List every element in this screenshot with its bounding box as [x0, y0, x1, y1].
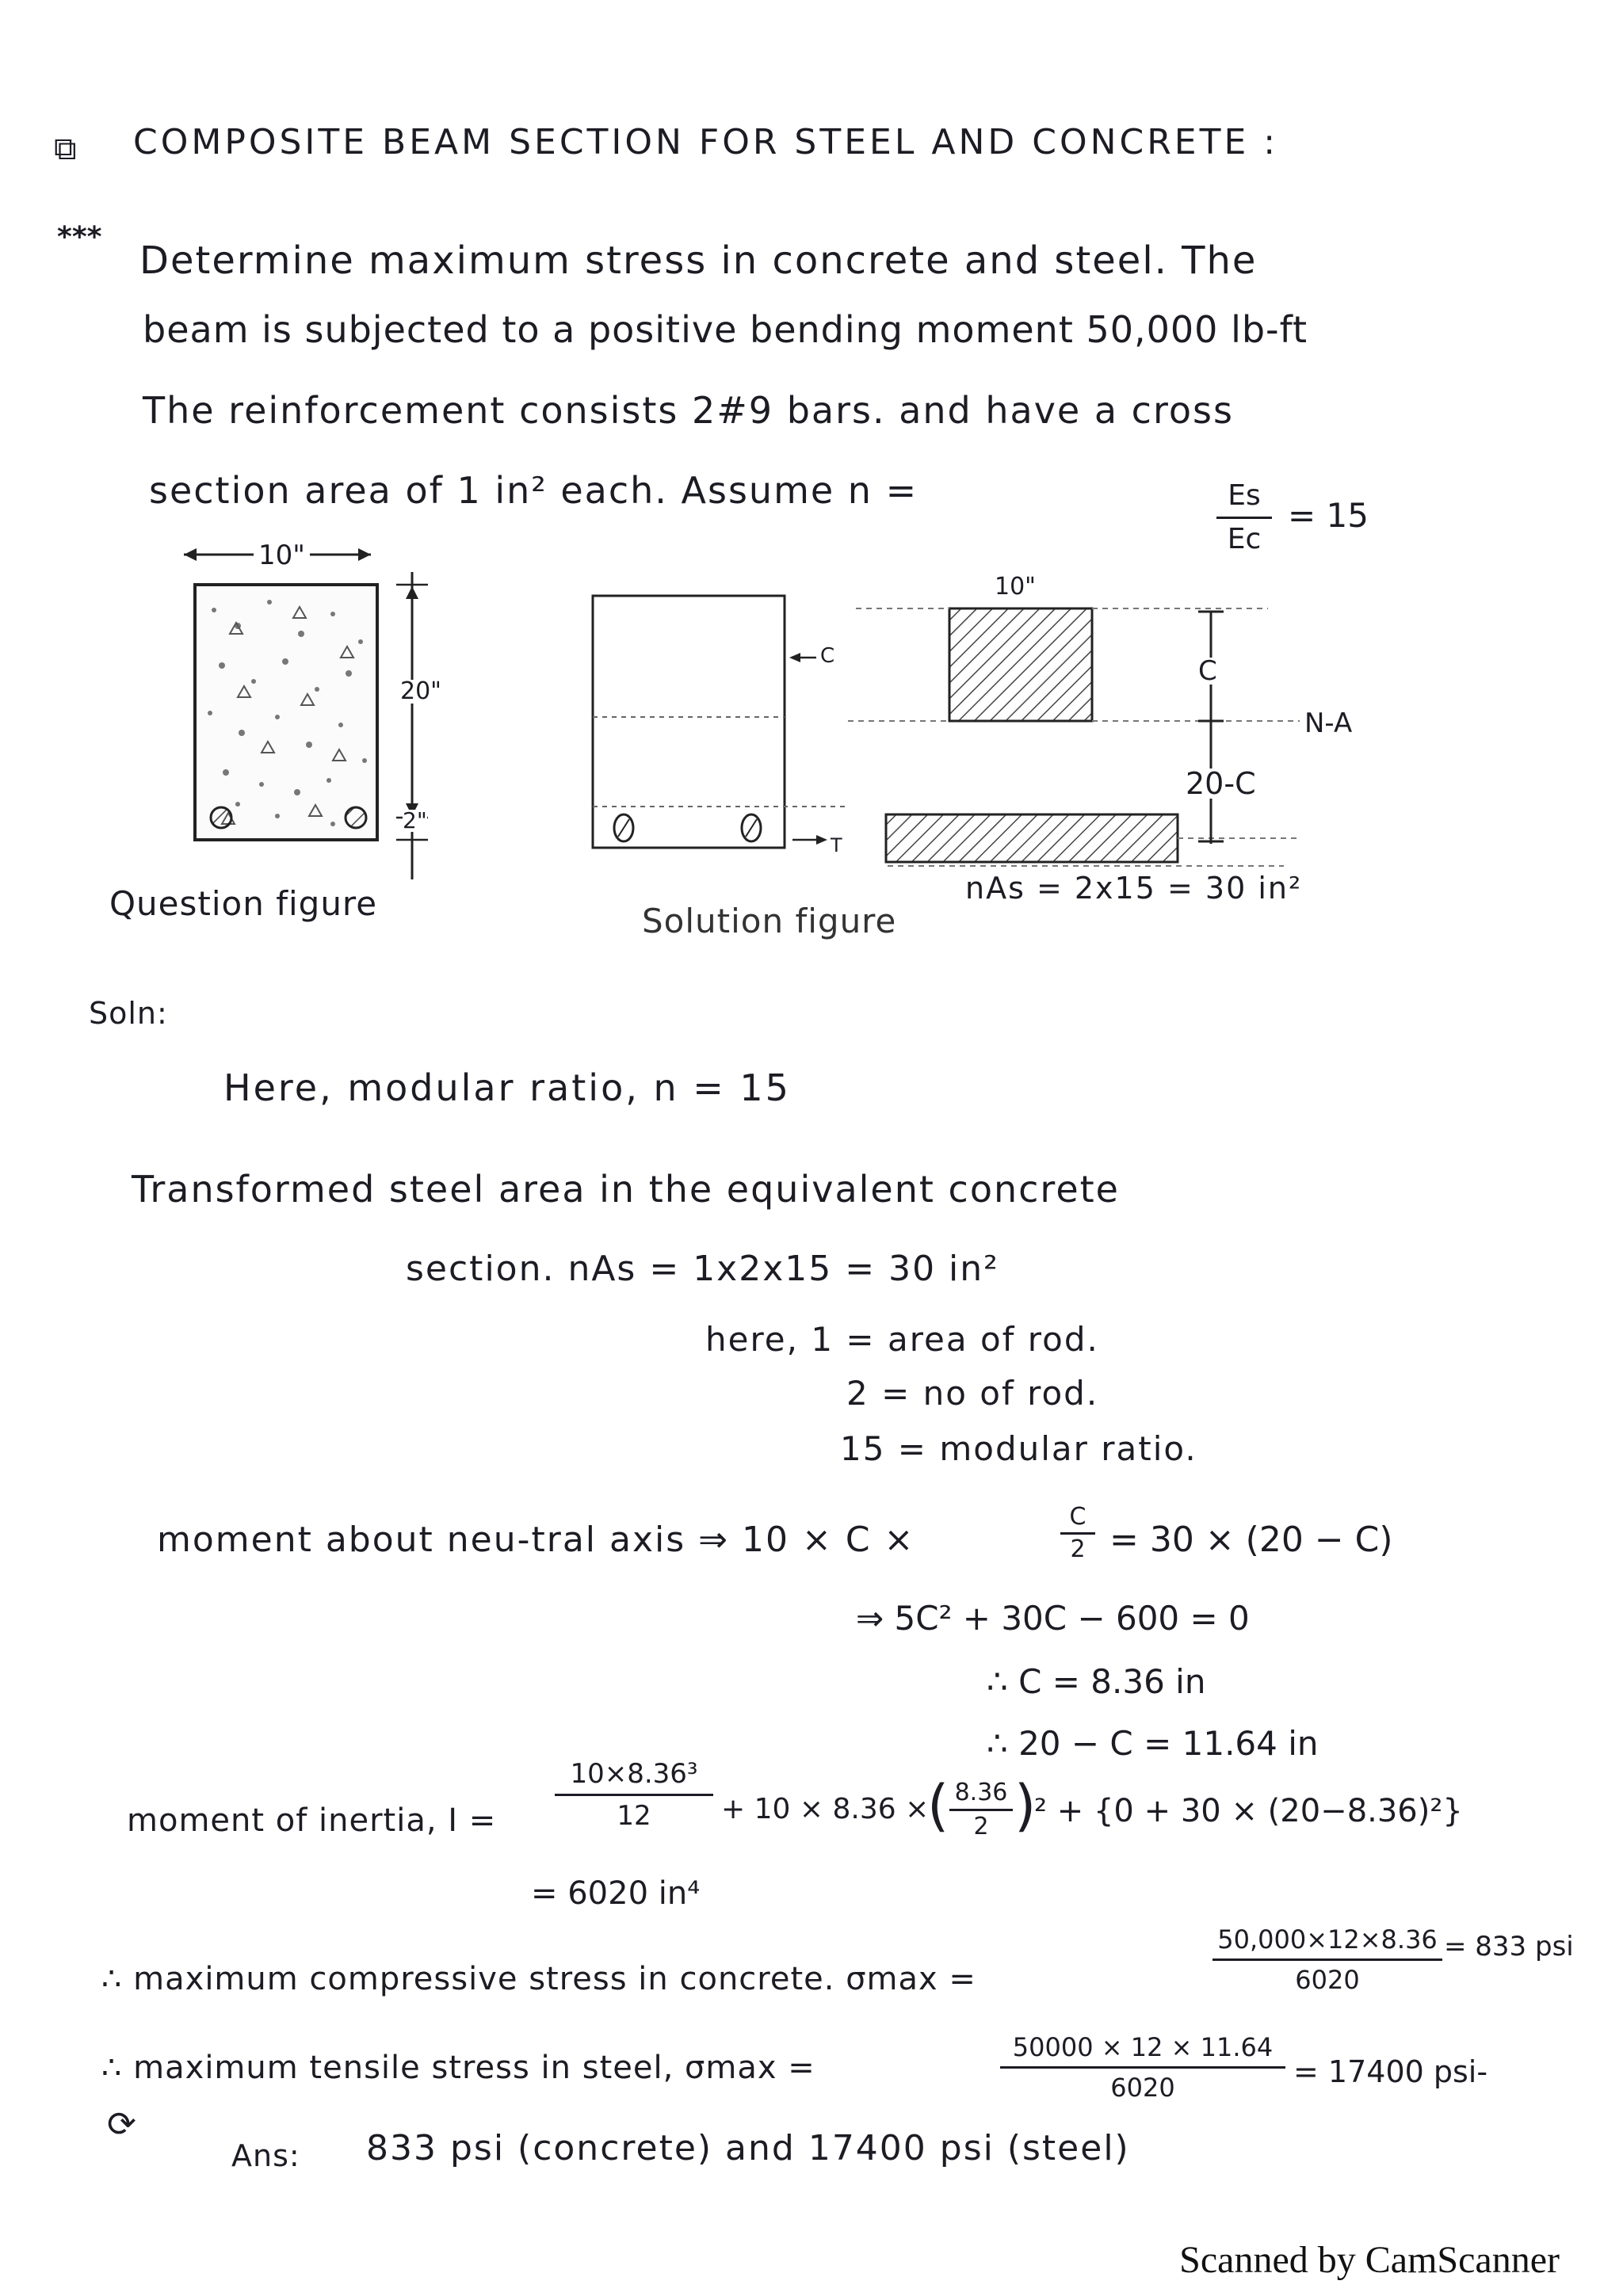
inertia-middle-term: + 10 × 8.36 × — [721, 1793, 930, 1825]
neutral-axis-label: N-A — [1304, 707, 1353, 739]
where-line-2: 2 = no of rod. — [846, 1374, 1099, 1413]
moment-rhs: = 30 × (20 − C) — [1109, 1520, 1393, 1560]
inertia-tail-term: ² + {0 + 30 × (20−8.36)²} — [1034, 1793, 1463, 1829]
tensile-stress-fraction: 50000 × 12 × 11.64 6020 — [1000, 2035, 1285, 2100]
compressive-stress-result: = 833 psi — [1444, 1931, 1574, 1962]
twenty-minus-c-value: ∴ 20 − C = 11.64 in — [987, 1724, 1319, 1763]
question-height-label: 20" — [400, 677, 441, 705]
quadratic-equation: ⇒ 5C² + 30C − 600 = 0 — [856, 1599, 1250, 1638]
inertia-fraction-2: 8.36 2 — [949, 1781, 1013, 1839]
inertia-paren-open: ( — [927, 1773, 949, 1838]
answer-label: Ans: — [231, 2138, 300, 2173]
tensile-stress-label: ∴ maximum tensile stress in steel, σmax = — [101, 2050, 815, 2086]
problem-line-2: beam is subjected to a positive bending moment 50,000 lb-ft — [143, 308, 1308, 351]
compressive-stress-fraction: 50,000×12×8.36 6020 — [1212, 1927, 1442, 1993]
question-figure-caption: Question figure — [109, 884, 378, 923]
moment-fraction: C 2 — [1060, 1505, 1095, 1562]
soln-label: Soln: — [89, 996, 168, 1031]
transformed-area-line-1: Transformed steel area in the equivalent concrete — [132, 1168, 1120, 1211]
stars-mark: *** — [57, 221, 102, 254]
problem-line-3: The reinforcement consists 2#9 bars. and have a cross — [143, 389, 1234, 432]
answer-mark-icon: ⟳ — [107, 2104, 136, 2145]
c-value: ∴ C = 8.36 in — [987, 1662, 1206, 1701]
question-beam-section — [184, 548, 428, 879]
modular-ratio-value: = 15 — [1288, 496, 1369, 535]
inertia-paren-close: ) — [1014, 1773, 1037, 1838]
page-title: COMPOSITE BEAM SECTION FOR STEEL AND CONCRETE : — [133, 122, 1279, 162]
problem-line-4: section area of 1 in² each. Assume n = — [149, 469, 918, 512]
where-line-3: 15 = modular ratio. — [840, 1429, 1197, 1468]
figures-svg — [0, 0, 1623, 974]
question-cover-label: 2" — [403, 807, 427, 833]
answer-text: 833 psi (concrete) and 17400 psi (steel) — [366, 2128, 1130, 2168]
question-width-label: 10" — [254, 542, 310, 569]
heading-bullet-icon: ⧉ — [54, 131, 77, 167]
moment-about-na-label: moment about neu-tral axis ⇒ 10 × C × — [157, 1520, 915, 1560]
tensile-stress-result: = 17400 psi- — [1293, 2054, 1488, 2089]
where-line-1: here, 1 = area of rod. — [705, 1320, 1099, 1359]
inertia-result: = 6020 in⁴ — [531, 1875, 701, 1912]
transformed-area-line-2: section. nAs = 1x2x15 = 30 in² — [406, 1249, 999, 1289]
compressive-stress-label: ∴ maximum compressive stress in concrete. σmax = — [101, 1961, 976, 1997]
solution-figure-caption: Solution figure — [642, 902, 897, 940]
solution-transformed-section — [593, 596, 1300, 866]
solution-c-arrow-label: C — [820, 644, 835, 668]
solution-width-label: 10" — [995, 573, 1036, 601]
solution-c-label: C — [1198, 655, 1217, 687]
inertia-fraction-1: 10×8.36³ 12 — [555, 1760, 713, 1829]
solution-t-arrow-label: T — [831, 834, 842, 856]
transformed-steel-area-label: nAs = 2x15 = 30 in² — [965, 871, 1303, 906]
modular-ratio-fraction: Es Ec — [1216, 482, 1272, 554]
scanner-watermark: Scanned by CamScanner — [1179, 2239, 1560, 2281]
modular-ratio-line: Here, modular ratio, n = 15 — [223, 1066, 791, 1109]
moment-of-inertia-label: moment of inertia, I = — [127, 1802, 497, 1839]
problem-line-1: Determine maximum stress in concrete and steel. The — [139, 238, 1258, 283]
solution-20-minus-c-label: 20-C — [1186, 766, 1256, 801]
